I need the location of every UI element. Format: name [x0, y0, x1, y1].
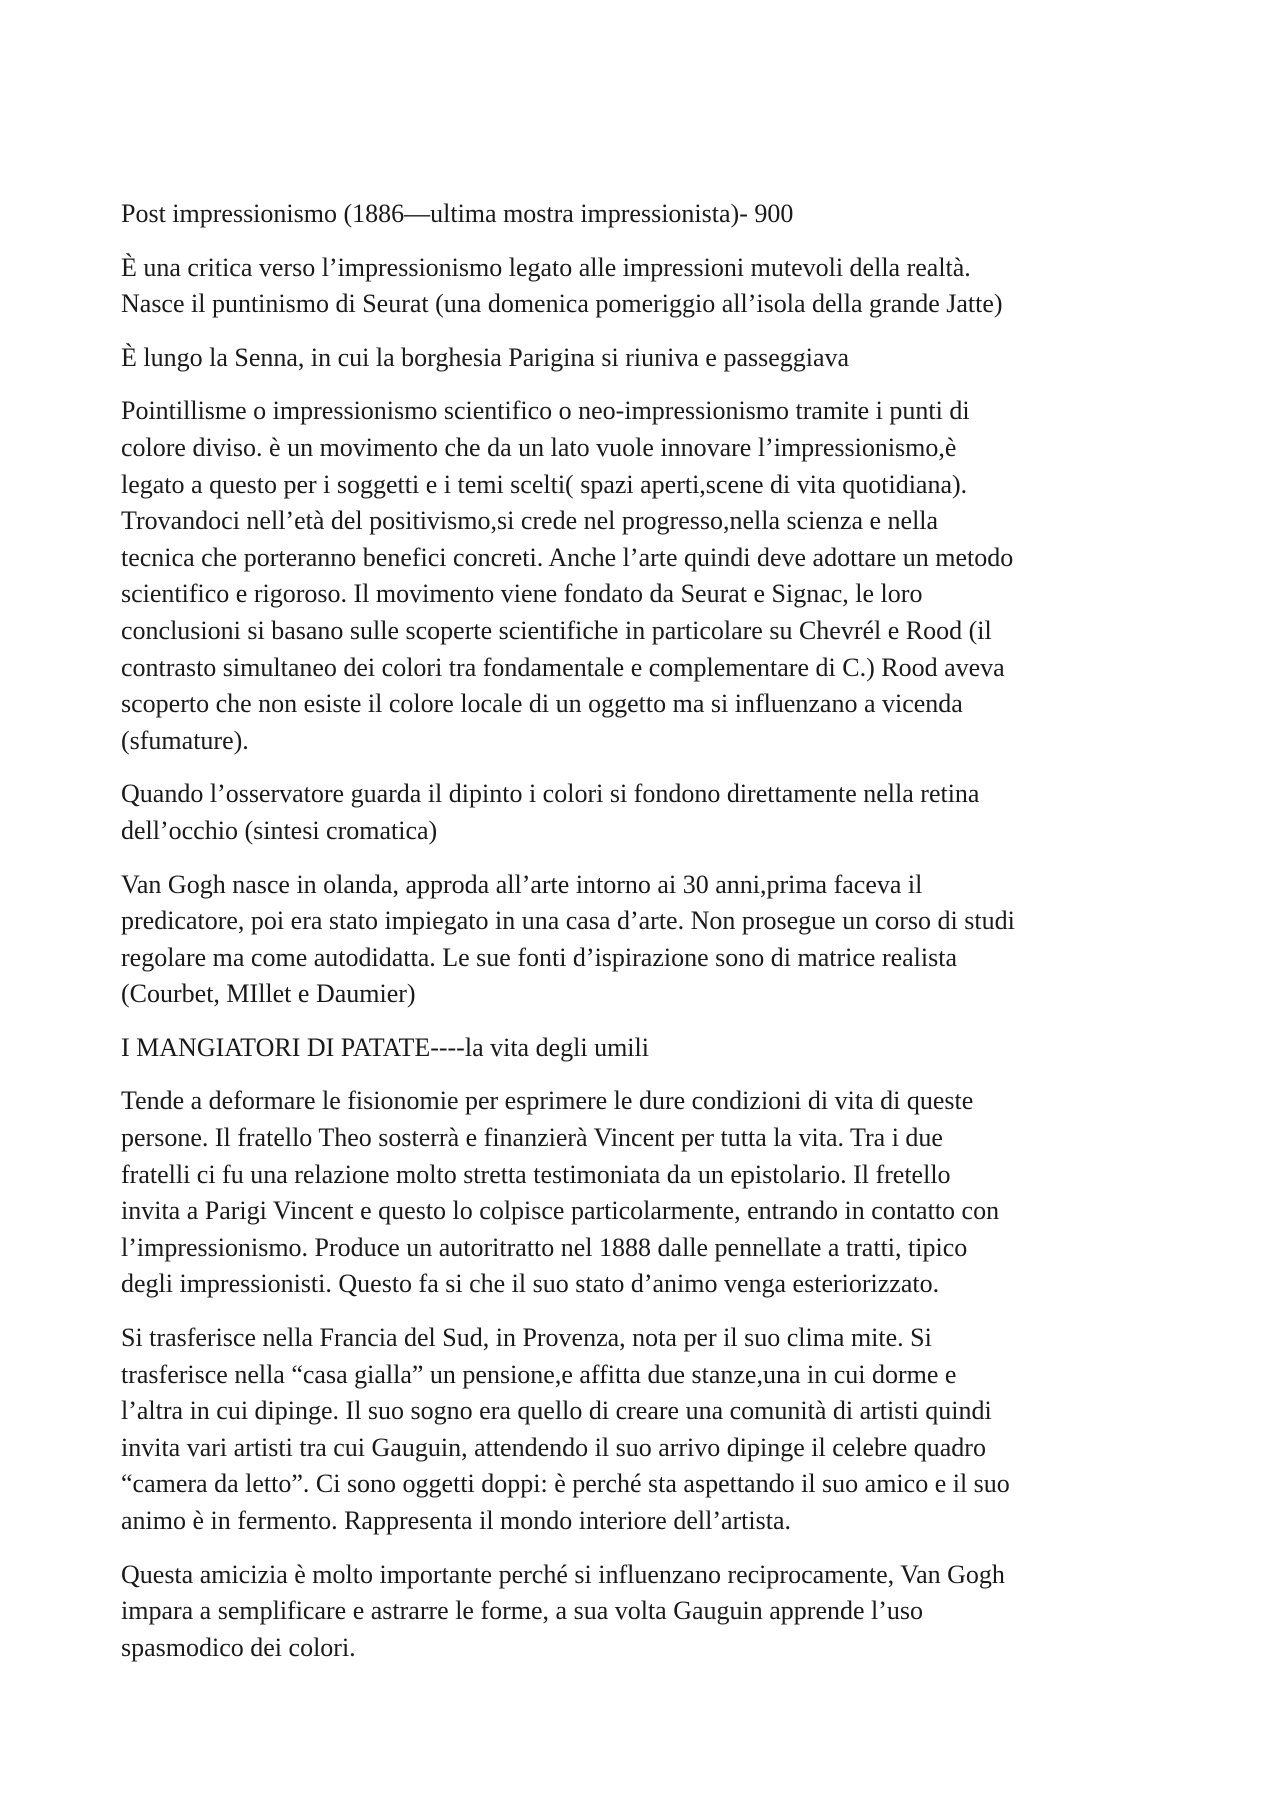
text-line: scoperto che non esiste il colore locale di un oggetto ma si influenzano a vicenda [121, 689, 963, 719]
paragraph-fisionomie [121, 1083, 1166, 1303]
text-line: È lungo la Senna, in cui la borghesia Parigina si riuniva e passeggiava [121, 342, 850, 372]
text-line: persone. Il fratello Theo sosterrà e finanzierà Vincent per tutta la vita. Tra i due [121, 1123, 943, 1153]
text-line: regolare ma come autodidatta. Le sue fonti d’ispirazione sono di matrice realista [121, 942, 958, 972]
text-line: (Courbet, MIllet e Daumier) [121, 979, 416, 1009]
paragraph-senna [121, 340, 1166, 377]
text-line: trasferisce nella “casa gialla” un pensione,e affitta due stanze,una in cui dorme e [121, 1359, 957, 1389]
text-line: invita a Parigi Vincent e questo lo colpisce particolarmente, entrando in contatto con [121, 1196, 1000, 1226]
paragraph-mangiatori [121, 1030, 1166, 1067]
text-line: dell’occhio (sintesi cromatica) [121, 815, 438, 845]
paragraph-pointillisme [121, 393, 1166, 759]
text-line: contrasto simultaneo dei colori tra fondamentale e complementare di C.) Rood aveva [121, 652, 1005, 682]
text-line: conclusioni si basano sulle scoperte scientifiche in particolare su Chevrél e Rood (il [121, 615, 992, 645]
paragraph-intro [121, 250, 1166, 323]
text-line: l’altra in cui dipinge. Il suo sogno era quello di creare una comunità di artisti quindi [121, 1396, 992, 1426]
text-line: Quando l’osservatore guarda il dipinto i colori si fondono direttamente nella retina [121, 779, 980, 809]
text-line: colore diviso. è un movimento che da un lato vuole innovare l’impressionismo,è [121, 432, 957, 462]
text-line: Post impressionismo (1886—ultima mostra impressionista)- 900 [121, 199, 794, 228]
text-line: Si trasferisce nella Francia del Sud, in Provenza, nota per il suo clima mite. Si [121, 1323, 932, 1353]
text-line: Pointillisme o impressionismo scientifico o neo-impressionismo tramite i punti di [121, 396, 970, 426]
text-line: scientifico e rigoroso. Il movimento viene fondato da Seurat e Signac, le loro [121, 579, 923, 609]
text-line: predicatore, poi era stato impiegato in una casa d’arte. Non prosegue un corso di studi [121, 906, 1015, 936]
text-line: Trovandoci nell’età del positivismo,si crede nel progresso,nella scienza e nella [121, 506, 939, 536]
text-line: Nasce il puntinismo di Seurat (una domenica pomeriggio all’isola della grande Jatte) [121, 289, 1003, 319]
text-line: degli impressionisti. Questo fa si che il suo stato d’animo venga esteriorizzato. [121, 1269, 940, 1299]
paragraph-van-gogh [121, 867, 1166, 1013]
text-line: legato a questo per i soggetti e i temi scelti( spazi aperti,scene di vita quotidiana). [121, 469, 968, 499]
document-body [121, 196, 1166, 1683]
text-line: È una critica verso l’impressionismo legato alle impressioni mutevoli della realtà. [121, 252, 971, 282]
paragraph-title [121, 196, 1166, 233]
text-line: Tende a deformare le fisionomie per esprimere le dure condizioni di vita di queste [121, 1086, 974, 1116]
text-line: spasmodico dei colori. [121, 1632, 356, 1662]
paragraph-provenza [121, 1320, 1166, 1540]
text-line: Van Gogh nasce in olanda, approda all’arte intorno ai 30 anni,prima faceva il [121, 869, 923, 899]
text-line: l’impressionismo. Produce un autoritratto nel 1888 dalle pennellate a tratti, tipico [121, 1232, 968, 1262]
paragraph-sintesi [121, 776, 1166, 849]
text-line: tecnica che porteranno benefici concreti. Anche l’arte quindi deve adottare un metodo [121, 542, 1014, 572]
paragraph-amicizia [121, 1557, 1166, 1667]
text-line: animo è in fermento. Rappresenta il mondo interiore dell’artista. [121, 1506, 792, 1535]
text-line: fratelli ci fu una relazione molto stretta testimoniata da un epistolario. Il fretello [121, 1159, 951, 1189]
text-line: I MANGIATORI DI PATATE----la vita degli umili [121, 1032, 649, 1062]
text-line: “camera da letto”. Ci sono oggetti doppi: è perché sta aspettando il suo amico e il suo [121, 1469, 1010, 1499]
text-line: invita vari artisti tra cui Gauguin, attendendo il suo arrivo dipinge il celebre quadro [121, 1432, 986, 1462]
text-line: Questa amicizia è molto importante perché si influenzano reciprocamente, Van Gogh [121, 1559, 1005, 1589]
text-line: (sfumature). [121, 725, 249, 755]
text-line: impara a semplificare e astrarre le forme, a sua volta Gauguin apprende l’uso [121, 1596, 924, 1626]
